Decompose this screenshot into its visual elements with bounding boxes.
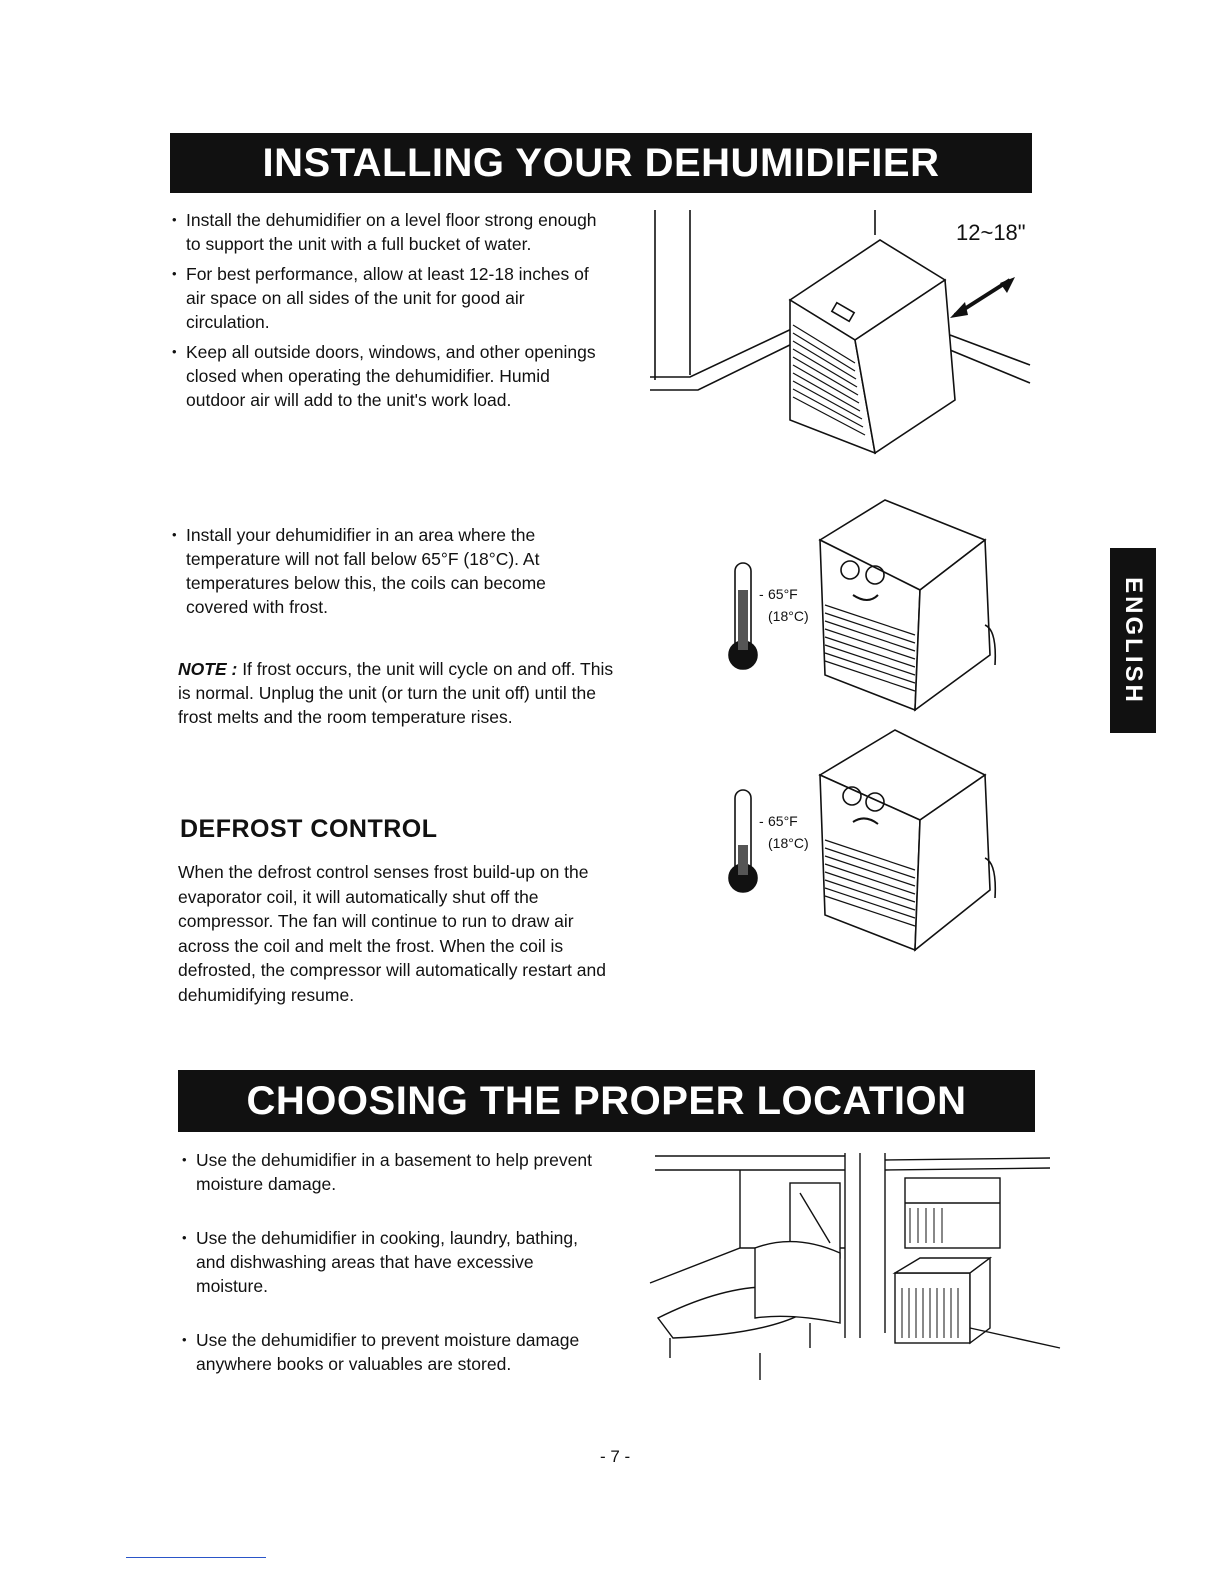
- temperature-c-label: (18°C): [768, 608, 809, 624]
- room-location-illustration: [650, 1148, 1060, 1393]
- list-item: • Install the dehumidifier on a level floor strong enough to support the unit with a full bucket of water.: [170, 208, 610, 256]
- note-label: NOTE :: [178, 659, 238, 679]
- note-text: If frost occurs, the unit will cycle on and off. This is normal. Unplug the unit (or turn the unit off) until the frost melts and the room temperature rises.: [178, 659, 614, 727]
- list-item: • For best performance, allow at least 12-18 inches of air space on all sides of the unit for good air circulation.: [170, 262, 610, 334]
- temperature-f-label: 65°F: [768, 586, 798, 602]
- warm-temperature-illustration: [725, 495, 1005, 720]
- section-title-installing-text: INSTALLING YOUR DEHUMIDIFIER: [262, 141, 940, 185]
- page-number: - 7 -: [600, 1447, 631, 1466]
- location-bullet-list: [180, 1148, 600, 1406]
- language-tab-label: ENGLISH: [1120, 576, 1147, 705]
- clearance-label: 12~18": [956, 220, 1026, 245]
- svg-text:-: -: [759, 813, 764, 829]
- temperature-bullet-list: [170, 523, 610, 625]
- list-item: • Use the dehumidifier to prevent moisture damage anywhere books or valuables are stored.: [180, 1328, 600, 1376]
- language-tab: [1110, 548, 1156, 733]
- temperature-f-label: 65°F: [768, 813, 798, 829]
- section-title-location: [178, 1070, 1035, 1132]
- section-title-location-text: CHOOSING THE PROPER LOCATION: [246, 1079, 967, 1123]
- list-item: • Install your dehumidifier in an area where the temperature will not fall below 65°F (18°C). At temperatures below this, the coils can become covered with frost.: [170, 523, 610, 619]
- clearance-illustration: [650, 205, 1050, 465]
- svg-text:-: -: [759, 586, 764, 602]
- list-item: • Keep all outside doors, windows, and other openings closed when operating the dehumidifier. Humid outdoor air will add to the unit's work load.: [170, 340, 610, 412]
- list-item: • Use the dehumidifier in cooking, laundry, bathing, and dishwashing areas that have excessive moisture.: [180, 1226, 600, 1298]
- list-item: • Use the dehumidifier in a basement to help prevent moisture damage.: [180, 1148, 600, 1196]
- frost-note: [178, 657, 618, 729]
- footer-rule: [126, 1557, 266, 1558]
- defrost-paragraph: When the defrost control senses frost build-up on the evaporator coil, it will automatically shut off the compressor. The fan will continue to run to draw air across the coil and melt the frost. When the coil is defrosted, the compressor will automatically restart and dehumidifying resume.: [178, 862, 606, 1005]
- cold-temperature-illustration: [725, 720, 1005, 960]
- defrost-heading: DEFROST CONTROL: [180, 815, 438, 843]
- temperature-c-label: (18°C): [768, 835, 809, 851]
- section-title-installing: [170, 133, 1032, 193]
- installation-bullet-list: [170, 208, 610, 418]
